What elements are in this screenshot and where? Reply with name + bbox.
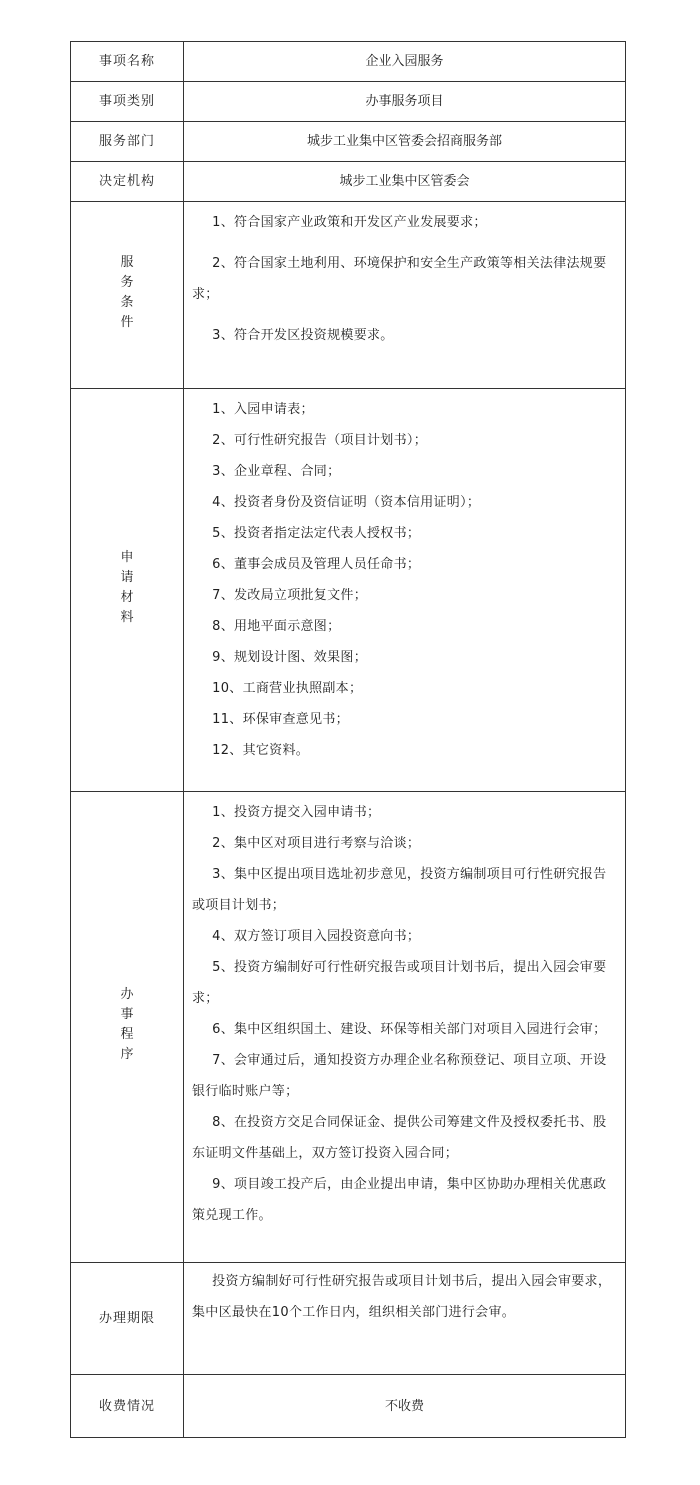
item-category-label: 事项类别 (71, 82, 184, 122)
table-row (71, 202, 626, 389)
table-row (71, 162, 626, 202)
procedure-label-cell (71, 792, 184, 1263)
service-conditions-label-cell (71, 202, 184, 389)
list-item: 8、在投资方交足合同保证金、提供公司筹建文件及授权委托书、股东证明文件基础上，双方签订投资入园合同； (192, 1115, 607, 1161)
list-item: 1、投资方提交入园申请书； (212, 805, 381, 820)
list-item: 5、投资者指定法定代表人授权书； (212, 526, 421, 541)
list-item: 3、集中区提出项目选址初步意见，投资方编制项目可行性研究报告或项目计划书； (192, 867, 607, 913)
list-item: 7、会审通过后，通知投资方办理企业名称预登记、项目立项、开设银行临时账户等； (192, 1053, 607, 1099)
application-materials-label-cell (71, 389, 184, 792)
list-item: 9、项目竣工投产后，由企业提出申请，集中区协助办理相关优惠政策兑现工作。 (192, 1177, 607, 1223)
fees-value: 不收费 (184, 1375, 626, 1438)
list-item: 10、工商营业执照副本； (212, 681, 363, 696)
list-item: 1、符合国家产业政策和开发区产业发展要求； (212, 215, 487, 230)
service-conditions-list (184, 202, 626, 389)
table-row (71, 792, 626, 1263)
decision-body-value: 城步工业集中区管委会 (184, 162, 626, 202)
table-row (71, 389, 626, 792)
time-limit-text: 投资方编制好可行性研究报告或项目计划书后，提出入园会审要求，集中区最快在10个工作日内，组织相关部门进行会审。 (192, 1274, 612, 1320)
list-item: 12、其它资料。 (212, 743, 310, 758)
application-materials-list (184, 389, 626, 792)
list-item: 3、企业章程、合同； (212, 464, 341, 479)
list-item: 2、可行性研究报告（项目计划书）； (212, 433, 428, 448)
fees-label: 收费情况 (71, 1375, 184, 1438)
procedure-label: 办事程序 (120, 986, 134, 1062)
service-info-table (70, 41, 626, 1438)
procedure-list (184, 792, 626, 1263)
table-row (71, 1263, 626, 1375)
list-item: 7、发改局立项批复文件； (212, 588, 368, 603)
list-item: 2、集中区对项目进行考察与洽谈； (212, 836, 421, 851)
list-item: 8、用地平面示意图； (212, 619, 341, 634)
list-item: 3、符合开发区投资规模要求。 (212, 328, 394, 343)
time-limit-label: 办理期限 (71, 1263, 184, 1375)
service-department-label: 服务部门 (71, 122, 184, 162)
list-item: 4、投资者身份及资信证明（资本信用证明）； (212, 495, 481, 510)
decision-body-label: 决定机构 (71, 162, 184, 202)
item-category-value: 办事服务项目 (184, 82, 626, 122)
table-row (71, 122, 626, 162)
table-row (71, 42, 626, 82)
list-item: 5、投资方编制好可行性研究报告或项目计划书后，提出入园会审要求； (192, 960, 607, 1006)
list-item: 11、环保审查意见书； (212, 712, 349, 727)
time-limit-cell (184, 1263, 626, 1375)
table-row (71, 1375, 626, 1438)
list-item: 6、集中区组织国土、建设、环保等相关部门对项目入园进行会审； (212, 1022, 607, 1037)
item-name-label: 事项名称 (71, 42, 184, 82)
list-item: 9、规划设计图、效果图； (212, 650, 368, 665)
list-item: 6、董事会成员及管理人员任命书； (212, 557, 421, 572)
service-department-value: 城步工业集中区管委会招商服务部 (184, 122, 626, 162)
list-item: 1、入园申请表； (212, 402, 314, 417)
table-row (71, 82, 626, 122)
list-item: 2、符合国家土地利用、环境保护和安全生产政策等相关法律法规要求； (192, 256, 607, 302)
item-name-value: 企业入园服务 (184, 42, 626, 82)
list-item: 4、双方签订项目入园投资意向书； (212, 929, 421, 944)
application-materials-label: 申请材料 (120, 549, 134, 625)
service-conditions-label: 服务条件 (120, 254, 134, 330)
